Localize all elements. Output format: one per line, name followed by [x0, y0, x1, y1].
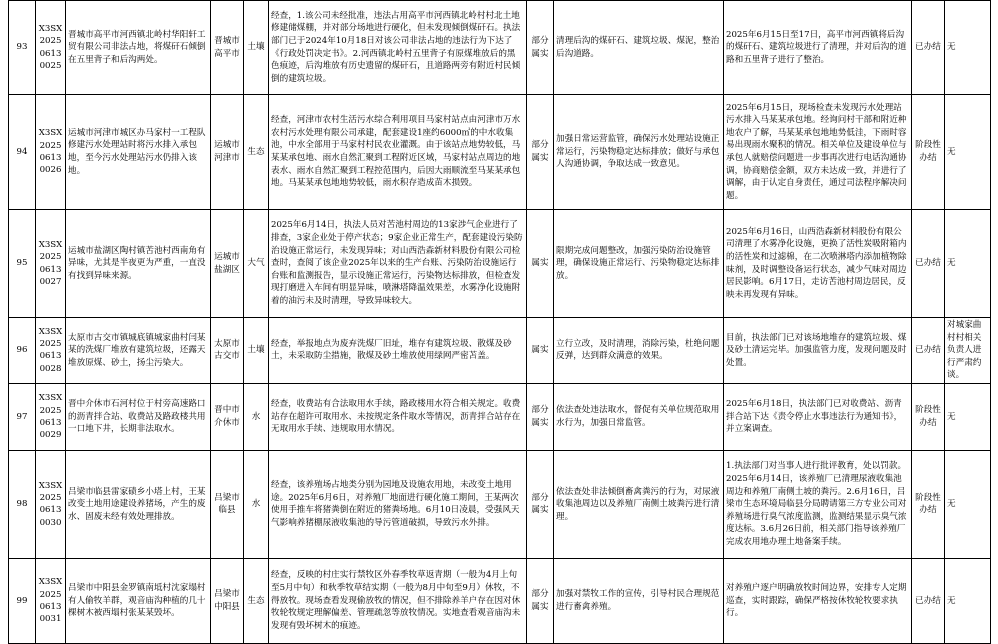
verdict: 部分属实: [527, 450, 554, 558]
processing-plan: 立行立改，及时清理，消除污染，杜绝问题反弹，达到群众满意的效果。: [554, 318, 724, 384]
investigation-text: 经查，该养殖场占地类分别为园地及设施农用地，未改变土地用途。2025年6月6日，对养殖厂地面进行硬化施工期间，王某两次使用手推车将猪粪倒在附近的猪粪场地。6月10日凌晨，受强风天气影响养猪棚尿液收集池的导污管道破损，导致污水外排。: [271, 480, 520, 529]
rectification-result: [724, 95, 912, 210]
result-text: 1.执法部门对当事人进行批评教育，处以罚款。2025年6月14日，该养殖厂已清理尿液收集池周边和养殖厂南侧土坡的粪污。2.6月16日，吕梁市生态环境局临县分局聘请第三方专业公司对养殖场进行臭气浓度监测，监测结果显示臭气浓度达标。3.6月26日前，相关部门指导该养殖厂完成农用地办理土地备案手续。: [726, 461, 907, 547]
pollution-type: 水: [244, 383, 269, 450]
processing-plan: 加强对禁牧工作的宣传，引导村民合理规范进行畜禽养殖。: [554, 558, 724, 643]
status: 阶段性办结: [912, 383, 945, 450]
row-index: 95: [9, 210, 36, 318]
row-index: 96: [9, 318, 36, 384]
case-code: X3SX202506130026: [36, 95, 66, 210]
result-text: 2025年6月15日，现场检查未发现污水处理站污水排入马某某承包地。经询问村干部和附近种地农户了解，马某某承包地地势低洼，下雨时容易出现雨水聚积的情况。相关单位及建设单位与承包人就赔偿问题进一步事再次进行电话沟通协调，协商赔偿金额，双方未达成一致，并进行了调解，由于认定自身责任，通过司法程序解决问题。: [726, 102, 907, 201]
location: 太原市古交市: [211, 318, 244, 384]
verdict: 属实: [527, 318, 554, 384]
accountability: 无: [945, 383, 991, 450]
row-index: 93: [9, 1, 36, 95]
location: 吕梁市中阳县: [211, 558, 244, 643]
rectification-result: [724, 450, 912, 558]
table-row: [9, 1, 991, 95]
verdict: 部分属实: [527, 95, 554, 210]
investigation-result: [269, 450, 527, 558]
status: 已办结: [912, 210, 945, 318]
row-index: 98: [9, 450, 36, 558]
case-code: X3SX202506130025: [36, 1, 66, 95]
case-code: X3SX202506130031: [36, 558, 66, 643]
investigation-result: 经查，1.该公司未经批准，违法占用高平市河西镇北岭村村北土地修建储煤棚，并对部分场地进行硬化，但未发现倾倒煤矸石。执法部门已于2024年10月18日对该公司非法占地的违法行为下达了《行政处罚决定书》。2.河西镇北岭村五里背子有原煤堆放后的黑色痕迹，后沟堆放有历史遗留的煤矸石，且道路两旁有附近村民倾倒的建筑垃圾。: [269, 1, 527, 95]
rectification-result: 目前，执法部门已对该场地堆存的建筑垃圾、煤及砂土清运完毕。加强监管力度，发现问题及时处置。: [724, 318, 912, 384]
location: 吕梁市临县: [211, 450, 244, 558]
rectification-result: 对养殖户逐户明确放牧时间边界，安排专人定期巡查，实时跟踪，确保严格按休牧轮牧要求执行。: [724, 558, 912, 643]
result-text: 2025年6月16日，山西浩森新材料股份有限公司清理了水雾净化设施，更换了活性炭吸附箱内的活性炭和过滤棉，在二次喷淋塔内添加植物除味剂，及时调整设备运行状态，减少气味对周边居民影响。6月17日，走访苦池村周边居民，反映未再发现有异味。: [726, 226, 907, 300]
complaint-content: 晋城市高平市河西镇北岭村华阳轩工贸有限公司非法占地，将煤矸石倾倒在五里背子和后沟两处。: [66, 1, 211, 95]
pollution-type: 土壤: [244, 1, 269, 95]
verdict: 属实: [527, 210, 554, 318]
status: 阶段性办结: [912, 95, 945, 210]
complaint-content: 吕梁市临县雷家碛乡小塔上村，王某改变土地用途建设养猪场，产生的废水、固废未经有效处理排放。: [66, 450, 211, 558]
accountability: 无: [945, 1, 991, 95]
processing-plan: 依法查处违法取水，督促有关单位规范取用水行为，加强日常监管。: [554, 383, 724, 450]
processing-plan: 限期完成问题整改，加强污染防治设施管理，确保设施正常运行、污染物稳定达标排放。: [554, 210, 724, 318]
complaint-table: [8, 0, 991, 644]
case-code: X3SX202506130028: [36, 318, 66, 384]
investigation-result: 经查，收费站有合法取用水手续，路政楼用水符合相关规定。收费站存在超许可取用水、未按规定条件取水等情况，沥青拌合站存在无取用水手续、违规取用水情况。: [269, 383, 527, 450]
table-row: [9, 558, 991, 643]
complaint-content: 吕梁市中阳县金罗镇南坻村沈家塌村有人偷牧羊群，观音庙沟种植的几十棵树木被西塌村张某某毁坏。: [66, 558, 211, 643]
pollution-type: 生态: [244, 558, 269, 643]
location: 运城市河津市: [211, 95, 244, 210]
pollution-type: 生态: [244, 95, 269, 210]
row-index: 97: [9, 383, 36, 450]
investigation-text: 经查，河津市农村生活污水综合利用项目马家村站点由河津市万水农村污水处理有限公司承建，配套建设1座约6000㎡的中水收集池，中水全部用于马家村村民农业灌溉。由于该站点地势较低，马某某承包地、雨水自然汇聚到工程附近区域，马家村站点周边的地表水、雨水自然汇聚到工程控范围内，后因大雨顺流至马某某承包地。马某某承包地地势较低，雨水积存造成苗木损毁。: [271, 115, 521, 189]
pollution-type: 大气: [244, 210, 269, 318]
investigation-text: 经查，反映的村庄实行禁牧区外春季牧草返青期（一般为4月上旬至5月中旬）和秋季牧草结实期（一般为8月中旬至9月）休牧，不得放牧。现场查看发现偷放牧的情况，但不排除养羊户存在因对休牧轮牧规定理解偏差、管理疏忽等放牧情况。实地查看观音庙沟未发现有毁坏树木的痕迹。: [271, 570, 521, 631]
table-row: [9, 95, 991, 210]
investigation-text: 2025年6月14日，执法人员对苦池村周边的13家涉气企业进行了排查，3家企业处于停产状态；9家企业正常生产，配套建设污染防治设施正常运行，未发现异味；对山西浩森新材料股份有限公司检查时，查阅了该企业2025年以来的生产台账、污染防治设施运行台账和监测报告，显示设施正常运行，污染物达标排放，但检查发现打磨进入车间有明显异味，喷淋塔降温效果差，水雾净化设施附着的油污未及时清理，导致异味较大。: [271, 220, 523, 306]
complaint-content: 运城市盐湖区陶村镇苦池村西南角有异味，尤其是半夜更为严重，一直没有找到异味来源。: [66, 210, 211, 318]
investigation-result: 经查，举报地点为废弃洗煤厂旧址，堆存有建筑垃圾、散煤及砂土，未采取防尘措施，散煤及砂土堆放使用绿网严密苫盖。: [269, 318, 527, 384]
complaint-table-sheet: [8, 0, 991, 644]
table-row: [9, 383, 991, 450]
status: 已办结: [912, 558, 945, 643]
table-row: [9, 210, 991, 318]
table-row: [9, 450, 991, 558]
rectification-result: 2025年6月18日，执法部门已对收费站、沥青拌合站下达《责令停止水事违法行为通知书》，并立案调查。: [724, 383, 912, 450]
row-index: 99: [9, 558, 36, 643]
investigation-result: [269, 210, 527, 318]
pollution-type: 土壤: [244, 318, 269, 384]
location: 运城市盐湖区: [211, 210, 244, 318]
investigation-result: [269, 95, 527, 210]
rectification-result: 2025年6月15日至17日，高平市河西镇将后沟的煤矸石、建筑垃圾进行了清理，并对后沟的道路和五里背子进行了整治。: [724, 1, 912, 95]
verdict: 部分属实: [527, 558, 554, 643]
complaint-content: 太原市古交市镇城底镇城家曲村闫某某的洗煤厂堆放有建筑垃圾，还露天堆放原煤、砂土，扬尘污染大。: [66, 318, 211, 384]
accountability: 无: [945, 95, 991, 210]
table-row: [9, 318, 991, 384]
status: 已办结: [912, 1, 945, 95]
complaint-content: 晋中介休市石河村位于村旁高速路口的沥青拌合站、收费站及路政楼共用一口地下井，长期非法取水。: [66, 383, 211, 450]
row-index: 94: [9, 95, 36, 210]
rectification-result: [724, 210, 912, 318]
location: 晋中市介休市: [211, 383, 244, 450]
case-code: X3SX202506130029: [36, 383, 66, 450]
status: 已办结: [912, 318, 945, 384]
case-code: X3SX202506130027: [36, 210, 66, 318]
processing-plan: 清理后沟的煤矸石、建筑垃圾、煤泥，整治后沟道路。: [554, 1, 724, 95]
accountability: 无: [945, 210, 991, 318]
accountability: 无: [945, 558, 991, 643]
processing-plan: 加强日常运营监管，确保污水处理站设施正常运行，污染物稳定达标排放；做好与承包人沟通协调，争取达成一致意见。: [554, 95, 724, 210]
location: 晋城市高平市: [211, 1, 244, 95]
status: 阶段性办结: [912, 450, 945, 558]
pollution-type: 水: [244, 450, 269, 558]
accountability: 对城家曲村村相关负责人进行严肃约谈。: [945, 318, 991, 384]
verdict: 部分属实: [527, 383, 554, 450]
investigation-result: [269, 558, 527, 643]
case-code: X3SX202506130030: [36, 450, 66, 558]
processing-plan: 依法查处非法倾倒畜禽粪污的行为，对尿液收集池周边以及养殖厂南侧土坡粪污进行清理。: [554, 450, 724, 558]
accountability: 无: [945, 450, 991, 558]
verdict: 部分属实: [527, 1, 554, 95]
complaint-content: 运城市河津市城区办马家村一工程队修建污水处理站时将污水排入承包地，至今污水处理站污水仍排入该地。: [66, 95, 211, 210]
